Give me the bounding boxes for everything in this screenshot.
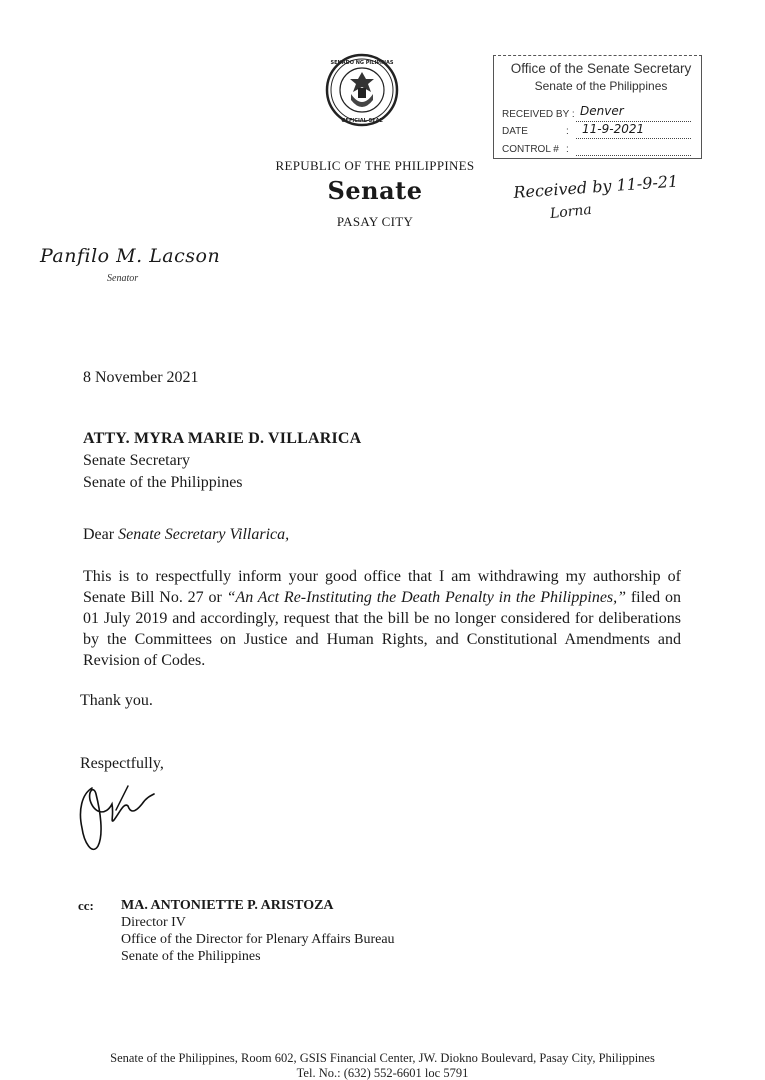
addressee-title: Senate Secretary [83, 452, 191, 469]
received-stamp [493, 55, 702, 159]
salutation-prefix: Dear [83, 526, 119, 543]
body-part-2: filed on 01 July 2019 and accordingly, request that the bill be no longer considered for deliberations by the Committees on Justice and Human Rights, and Constitutional Amendments and Revision of Codes. [83, 589, 681, 669]
handwritten-signature [70, 780, 160, 860]
stamp-date-label: DATE [502, 126, 528, 137]
salutation [83, 526, 289, 544]
cc-name: MA. ANTONIETTE P. ARISTOZA [121, 898, 334, 913]
stamp-control-colon: : [566, 144, 569, 155]
stamp-date-colon: : [566, 126, 569, 137]
svg-text:Lorna: Lorna [549, 201, 593, 222]
stamp-senate: Senate of the Philippines [534, 79, 668, 93]
stamp-received-by-label: RECEIVED BY : [502, 109, 575, 120]
cc-org: Senate of the Philippines [121, 949, 261, 964]
stamp-office: Office of the Senate Secretary [510, 61, 692, 76]
letter-body [83, 566, 681, 671]
thank-you: Thank you. [80, 692, 153, 709]
stamp-received-by-value: Denver [580, 104, 624, 118]
footer-tel: Tel. No.: (632) 552-6601 loc 5791 [296, 1066, 469, 1080]
cc-block [121, 897, 395, 965]
addressee-name: ATTY. MYRA MARIE D. VILLARICA [83, 430, 362, 447]
svg-text:Received by 11-9-21: Received by 11-9-21 [512, 172, 679, 203]
cc-office: Office of the Director for Plenary Affairs Bureau [121, 932, 395, 947]
bill-title: “An Act Re-Instituting the Death Penalty in the Philippines,” [226, 589, 627, 606]
svg-text:SENADO NG PILIPINAS: SENADO NG PILIPINAS [330, 60, 394, 66]
cc-label: cc: [78, 898, 94, 913]
letterhead-senate: Senate [327, 176, 423, 205]
letter-date: 8 November 2021 [83, 369, 199, 386]
closing: Respectfully, [80, 755, 164, 772]
letterhead-city: PASAY CITY [336, 214, 414, 229]
svg-text:OFFICIAL SEAL: OFFICIAL SEAL [341, 118, 383, 124]
body-part-1: This is to respectfully inform your good office that I am withdrawing my authorship of Senate Bill No. 27 or [83, 568, 681, 606]
footer [0, 1051, 765, 1080]
stamp-control-label: CONTROL # [502, 144, 559, 155]
handwritten-received-note [510, 172, 690, 222]
stamp-control-line [576, 155, 691, 156]
sender-name: Panfilo M. Lacson [40, 245, 221, 267]
senate-seal-logo [325, 52, 399, 128]
addressee-block [83, 428, 361, 494]
salutation-name: Senate Secretary Villarica, [118, 526, 290, 543]
stamp-date-value: 11-9-2021 [582, 122, 645, 136]
footer-address: Senate of the Philippines, Room 602, GSIS Financial Center, JW. Diokno Boulevard, Pasay City, Philippines [110, 1051, 655, 1065]
addressee-org: Senate of the Philippines [83, 474, 243, 491]
sender-title: Senator [107, 273, 139, 284]
cc-title: Director IV [121, 915, 186, 930]
stamp-date-line [576, 138, 691, 139]
letterhead-republic: REPUBLIC OF THE PHILIPPINES [275, 158, 475, 173]
